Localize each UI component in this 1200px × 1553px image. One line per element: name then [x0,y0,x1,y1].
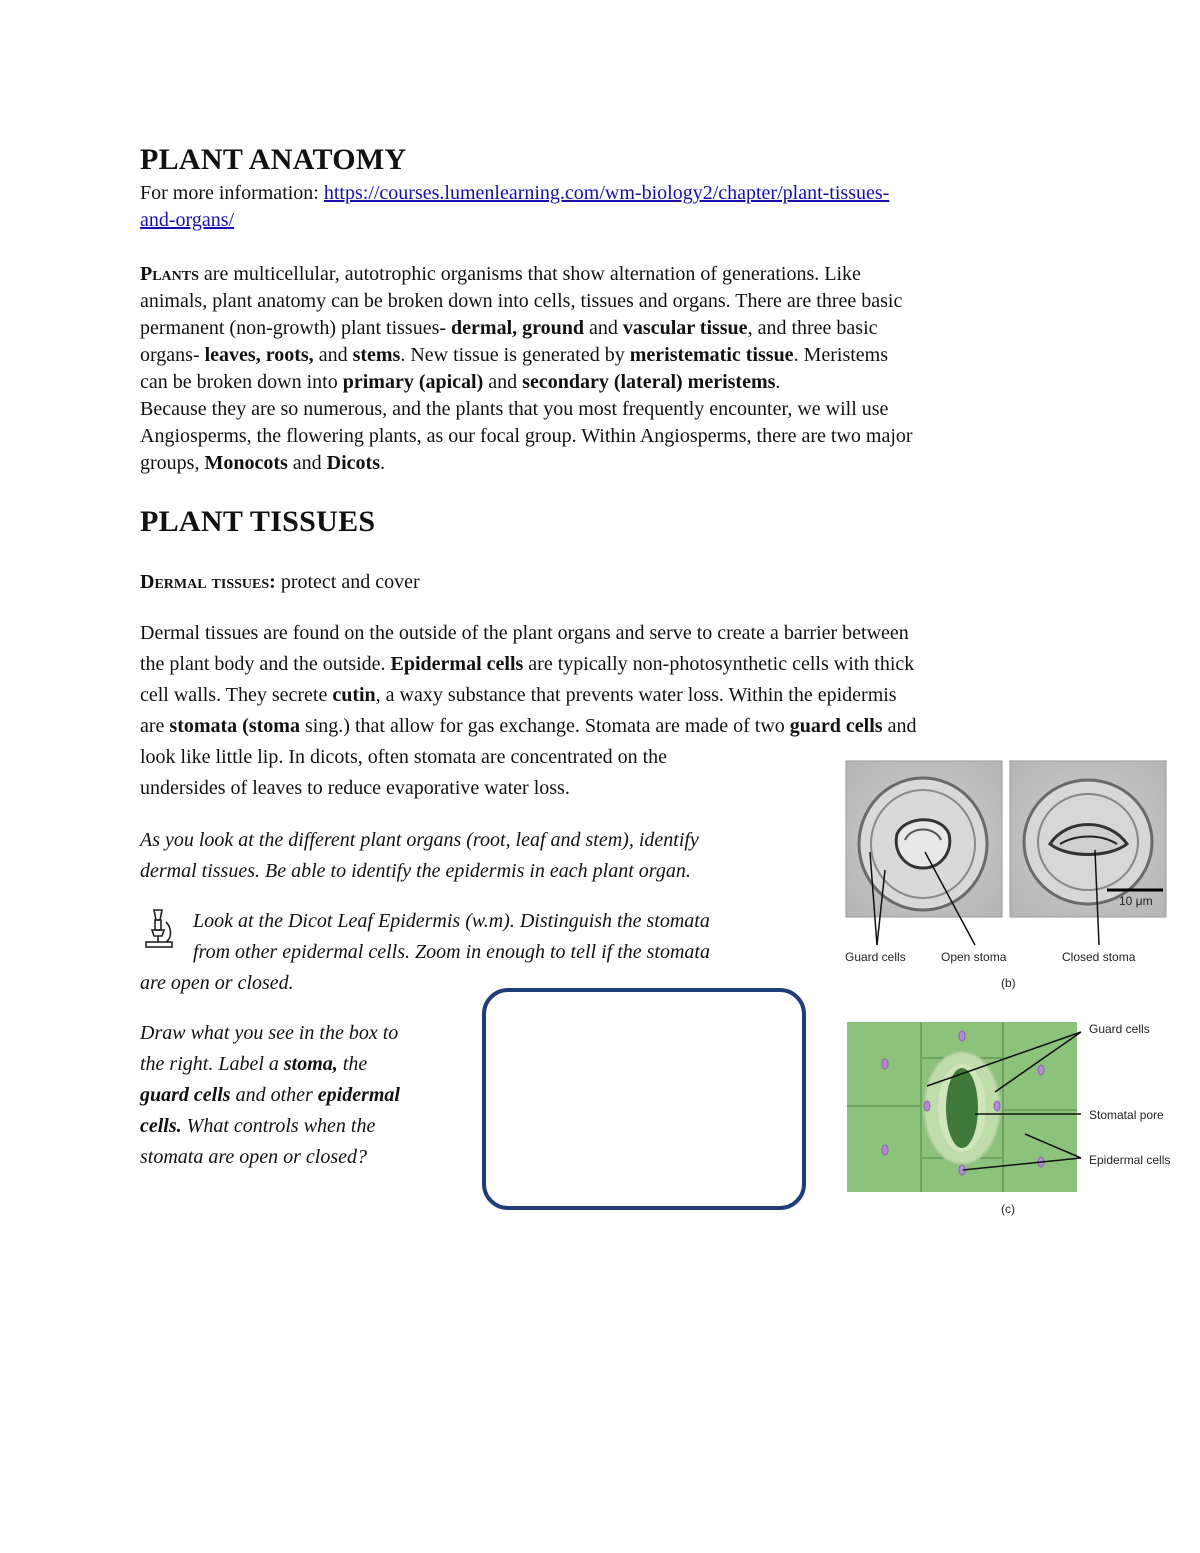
term-meristematic: meristematic tissue [629,344,794,366]
dermal-text: are [140,715,170,737]
intro-text: and [483,371,523,393]
intro-text: are multicellular, autotrophic organisms that show alternation of generations. Like [198,263,861,285]
dermal-text: look like little lip. In dicots, often stomata are concentrated on the [140,746,668,768]
dermal-text: undersides of leaves to reduce evaporative water loss. [140,777,570,799]
intro-paragraph [140,261,1100,477]
info-line [140,180,889,207]
intro-text: and [584,317,623,339]
dermal-label: Dermal tissues: [140,571,276,593]
info-link-continued[interactable]: and-organs/ [140,209,235,231]
term-dicots: Dicots [326,452,380,474]
dermal-text: the plant body and the outside. [140,653,391,675]
label-guard-cells-c: Guard cells [1089,1022,1150,1036]
dermal-text: are typically non-photosynthetic cells with thick [523,653,915,675]
term-epidermal-cells: Epidermal cells [390,653,524,675]
label-guard-cells-b: Guard cells [845,950,906,964]
figure-c-diagram [845,1018,1185,1223]
label-closed-stoma: Closed stoma [1062,950,1136,964]
draw-text: Draw what you see in the box to [140,1022,399,1044]
intro-text: groups, [140,452,205,474]
label-stomatal-pore: Stomatal pore [1089,1108,1164,1122]
instruction-text: from other epidermal cells. Zoom in enough to tell if the stomata [193,941,710,963]
intro-text: . [775,371,781,393]
term-vascular: vascular tissue [622,317,748,339]
intro-text: Angiosperms, the flowering plants, as our focal group. Within Angiosperms, there are two major [140,425,913,447]
info-line-2 [140,207,234,234]
intro-text: can be broken down into [140,371,343,393]
draw-text: the [337,1053,368,1075]
intro-text: and [313,344,353,366]
instruction-text: dermal tissues. Be able to identify the epidermis in each plant organ. [140,860,691,882]
dermal-heading [140,569,420,596]
term-secondary: secondary (lateral) meristems [522,371,776,393]
intro-text: Because they are so numerous, and the plants that you most frequently encounter, we will use [140,398,889,420]
info-link[interactable]: https://courses.lumenlearning.com/wm-biology2/chapter/plant-tissues- [323,182,890,204]
term-cutin: cutin [332,684,376,706]
draw-text: and other [230,1084,318,1106]
intro-text: . [380,452,385,474]
term-stomata: stomata (stoma [169,715,300,737]
instruction-identify [140,825,820,887]
intro-text: animals, plant anatomy can be broken down into cells, tissues and organs. There are three basic [140,290,903,312]
page-title: PLANT ANATOMY [140,143,407,176]
term-dermal: dermal, [451,317,518,339]
term-stoma: stoma, [283,1053,338,1075]
draw-text: the right. Label a [140,1053,284,1075]
term-leaves-roots: leaves, roots, [204,344,314,366]
section-heading: PLANT TISSUES [140,505,376,538]
intro-text: . New tissue is generated by [400,344,630,366]
figure-b-micrographs [845,760,1185,995]
intro-text: organs- [140,344,205,366]
term-plants: Plants [140,263,199,285]
label-open-stoma: Open stoma [941,950,1007,964]
instruction-text: As you look at the different plant organs (root, leaf and stem), identify [140,829,699,851]
dermal-text: cell walls. They secrete [140,684,333,706]
draw-text: What controls when the [181,1115,376,1137]
term-ground: ground [522,317,585,339]
drawing-box[interactable] [482,988,806,1210]
dermal-text: Dermal tissues are found on the outside of the plant organs and serve to create a barrier between [140,622,909,644]
term-cells: cells. [140,1115,182,1137]
term-epidermal: epidermal [317,1084,400,1106]
info-label: For more information: [140,182,324,204]
dermal-text: sing.) that allow for gas exchange. Stomata are made of two [299,715,790,737]
term-guard-cells: guard cells [140,1084,231,1106]
intro-text: and [287,452,327,474]
scale-label: 10 μm [1119,894,1153,908]
figure-b-letter: (b) [1001,976,1016,990]
term-stems: stems [352,344,401,366]
dermal-desc: protect and cover [275,571,420,593]
instruction-text: are open or closed. [140,972,294,994]
label-epidermal-cells: Epidermal cells [1089,1153,1171,1167]
term-guard-cells: guard cells [789,715,883,737]
term-primary: primary (apical) [342,371,484,393]
dermal-text: and [882,715,917,737]
draw-text: stomata are open or closed? [140,1146,368,1168]
figure-c-letter: (c) [1001,1202,1015,1216]
dermal-text: , a waxy substance that prevents water loss. Within the epidermis [375,684,897,706]
instruction-text: Look at the Dicot Leaf Epidermis (w.m). Distinguish the stomata [193,910,710,932]
intro-text: . Meristems [793,344,888,366]
instruction-epidermis [140,906,820,999]
intro-text: permanent (non-growth) plant tissues- [140,317,452,339]
term-monocots: Monocots [204,452,288,474]
draw-instructions [140,1018,470,1173]
intro-text: , and three basic [747,317,878,339]
